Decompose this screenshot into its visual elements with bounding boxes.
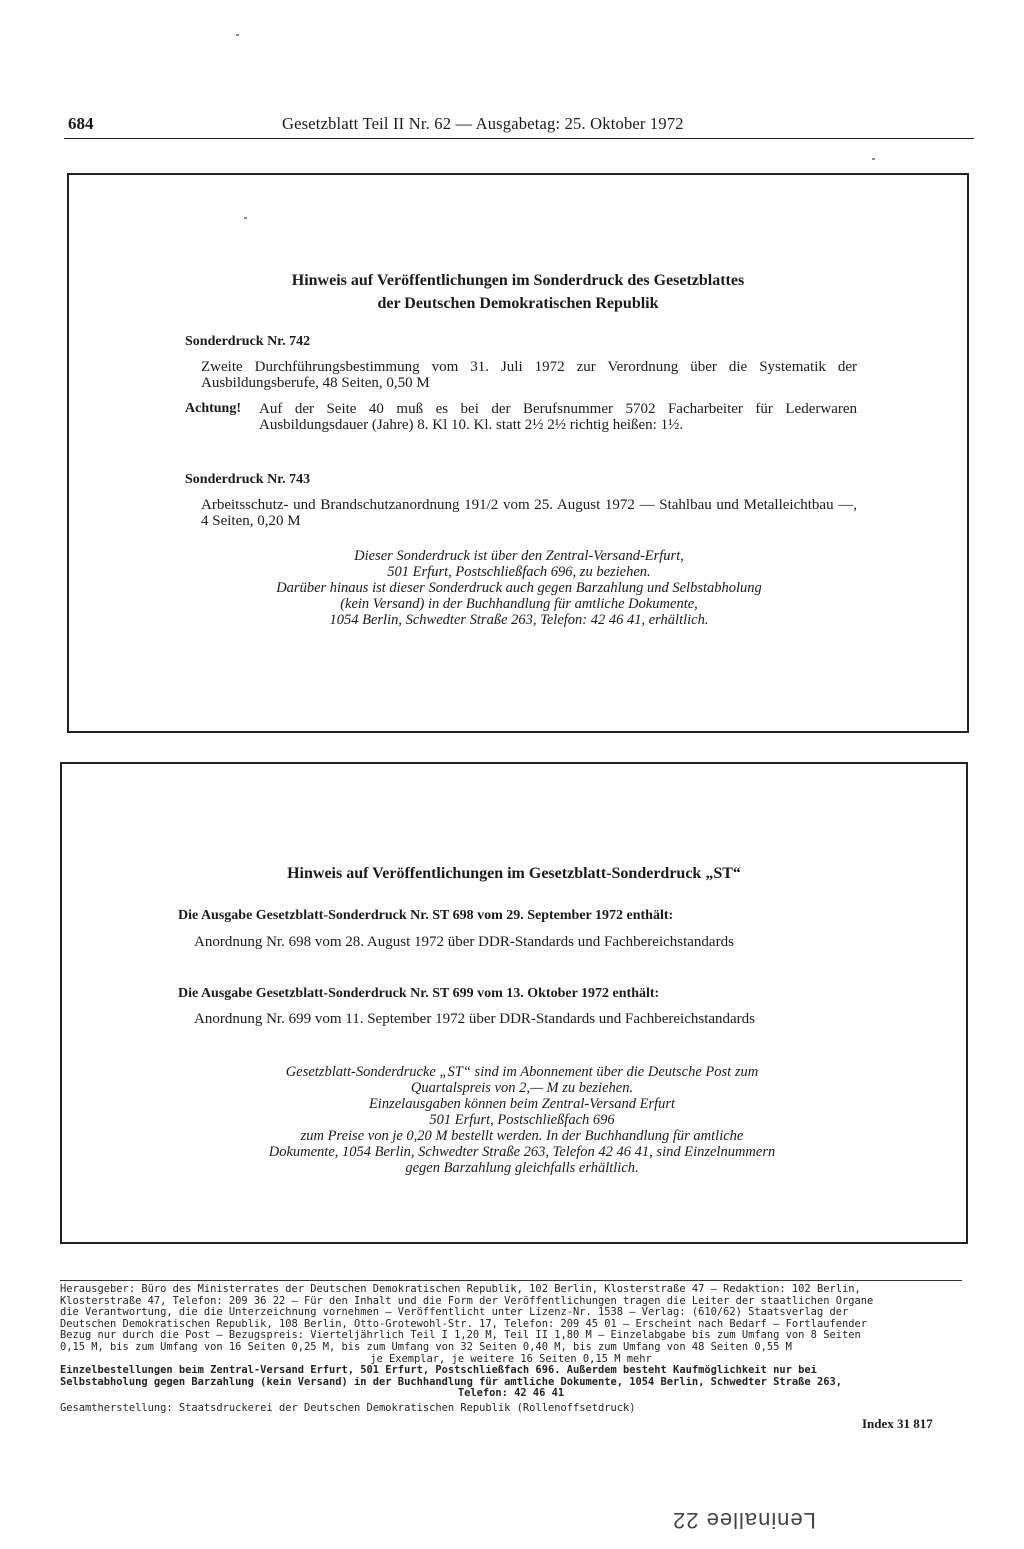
box1-title-line2: der Deutschen Demokratischen Republik [377, 295, 659, 312]
issue-st698-label: Die Ausgabe Gesetzblatt-Sonderdruck Nr. ST 698 vom 29. September 1972 enthält: [178, 908, 674, 923]
ordering-line: Dieser Sonderdruck ist über den Zentral-Versand-Erfurt, [354, 548, 684, 564]
achtung-text: Auf der Seite 40 muß es bei der Berufsnummer 5702 Facharbeiter für Lederwaren Ausbildungsdauer (Jahre) 8. Kl 10. Kl. statt 2½ 2½ richtig heißen: 1½. [259, 401, 857, 433]
imprint-line: 0,15 M, bis zum Umfang von 16 Seiten 0,25 M, bis zum Umfang von 32 Seiten 0,40 M, bis zum Umfang von 48 Seiten 0,55 M [60, 1341, 792, 1353]
imprint-line: die Verantwortung, die die Unterzeichnung vornehmen — Veröffentlicht unter Lizenz-Nr. 1538 — Verlag: (610/62) Staatsverlag der [60, 1307, 849, 1319]
page-header [64, 112, 974, 139]
imprint-ordering-line: Selbstabholung gegen Barzahlung (kein Versand) in der Buchhandlung für amtliche Dokumente, 1054 Berlin, Schwedter Straße 263, [60, 1376, 842, 1388]
imprint-line: Bezug nur durch die Post — Bezugspreis: Vierteljährlich Teil I 1,20 M, Teil II 1,80 M — Einzelabgabe bis zum Umfang von 8 Seiten [60, 1330, 861, 1342]
page-number: 684 [68, 114, 94, 133]
ordering-info [169, 548, 869, 628]
box1-title-line1: Hinweis auf Veröffentlichungen im Sonderdruck des Gesetzblattes [291, 272, 745, 289]
imprint-line: Klosterstraße 47, Telefon: 209 36 22 — Für den Inhalt und die Form der Veröffentlichungen tragen die Leiter der staatlichen Organe [60, 1295, 874, 1307]
library-stamp: Leninallee 22 [672, 1508, 816, 1533]
box2-title: Hinweis auf Veröffentlichungen im Gesetzblatt-Sonderdruck „ST“ [287, 865, 741, 882]
subscription-line: zum Preise von je 0,20 M bestellt werden. In der Buchhandlung für amtliche [300, 1128, 744, 1144]
issue-st699-label: Die Ausgabe Gesetzblatt-Sonderdruck Nr. ST 699 vom 13. Oktober 1972 enthält: [178, 986, 660, 1001]
imprint-line: je Exemplar, je weitere 16 Seiten 0,15 M mehr [370, 1353, 652, 1365]
imprint-line: Deutschen Demokratischen Republik, 108 Berlin, Otto-Grotewohl-Str. 17, Telefon: 209 45 01 — Erscheint nach Bedarf — Fortlaufender [60, 1318, 867, 1330]
ordering-line: Darüber hinaus ist dieser Sonderdruck auch gegen Barzahlung und Selbstabholung [276, 580, 762, 596]
subscription-info [162, 1064, 882, 1176]
ordering-line: 1054 Berlin, Schwedter Straße 263, Telefon: 42 46 41, erhältlich. [329, 612, 709, 628]
subscription-line: Dokumente, 1054 Berlin, Schwedter Straße 263, Telefon 42 46 41, sind Einzelnummern [268, 1144, 776, 1160]
subscription-line: Quartalspreis von 2,— M zu beziehen. [410, 1080, 634, 1096]
ordering-line: (kein Versand) in der Buchhandlung für amtliche Dokumente, [340, 596, 698, 612]
scan-speck [244, 217, 247, 219]
running-head: Gesetzblatt Teil II Nr. 62 — Ausgabetag: 25. Oktober 1972 [282, 114, 684, 133]
sonderdruck-743-label: Sonderdruck Nr. 743 [185, 472, 311, 487]
st-notice-box [60, 762, 968, 1244]
ordering-line: 501 Erfurt, Postschließfach 696, zu beziehen. [387, 564, 651, 580]
index-number: Index 31 817 [862, 1416, 933, 1431]
imprint-production: Gesamtherstellung: Staatsdruckerei der Deutschen Demokratischen Republik (Rollenoffsetdruck) [60, 1402, 636, 1414]
subscription-line: Einzelausgaben können beim Zentral-Versand Erfurt [368, 1096, 676, 1112]
imprint [60, 1280, 962, 1415]
issue-st698-text: Anordnung Nr. 698 vom 28. August 1972 über DDR-Standards und Fachbereichstandards [194, 934, 734, 950]
imprint-line: Herausgeber: Büro des Ministerrates der Deutschen Demokratischen Republik, 102 Berlin, Klosterstraße 47 — Redaktion: 102 Berlin, [60, 1284, 861, 1295]
subscription-line: 501 Erfurt, Postschließfach 696 [429, 1112, 615, 1128]
sonderdruck-742-text: Zweite Durchführungsbestimmung vom 31. Juli 1972 zur Verordnung über die Systematik der Ausbildungsberufe, 48 Seiten, 0,50 M [201, 359, 857, 391]
scan-speck [872, 158, 875, 160]
subscription-line: gegen Barzahlung gleichfalls erhältlich. [405, 1160, 639, 1176]
issue-st699-text: Anordnung Nr. 699 vom 11. September 1972 über DDR-Standards und Fachbereichstandards [194, 1011, 756, 1027]
imprint-ordering-line: Einzelbestellungen beim Zentral-Versand Erfurt, 501 Erfurt, Postschließfach 696. Außerdem besteht Kaufmöglichkeit nur bei [60, 1365, 817, 1377]
subscription-line: Gesetzblatt-Sonderdrucke „ST“ sind im Abonnement über die Deutsche Post zum [285, 1064, 759, 1080]
scan-speck [236, 34, 239, 36]
sonderdruck-742-label: Sonderdruck Nr. 742 [185, 334, 311, 349]
imprint-telephone: Telefon: 42 46 41 [457, 1388, 565, 1400]
sonderdruck-743-text: Arbeitsschutz- und Brandschutzanordnung 191/2 vom 25. August 1972 — Stahlbau und Metalleichtbau —, 4 Seiten, 0,20 M [201, 497, 857, 529]
achtung-label: Achtung! [185, 401, 242, 416]
sonderdruck-notice-box [67, 173, 969, 733]
